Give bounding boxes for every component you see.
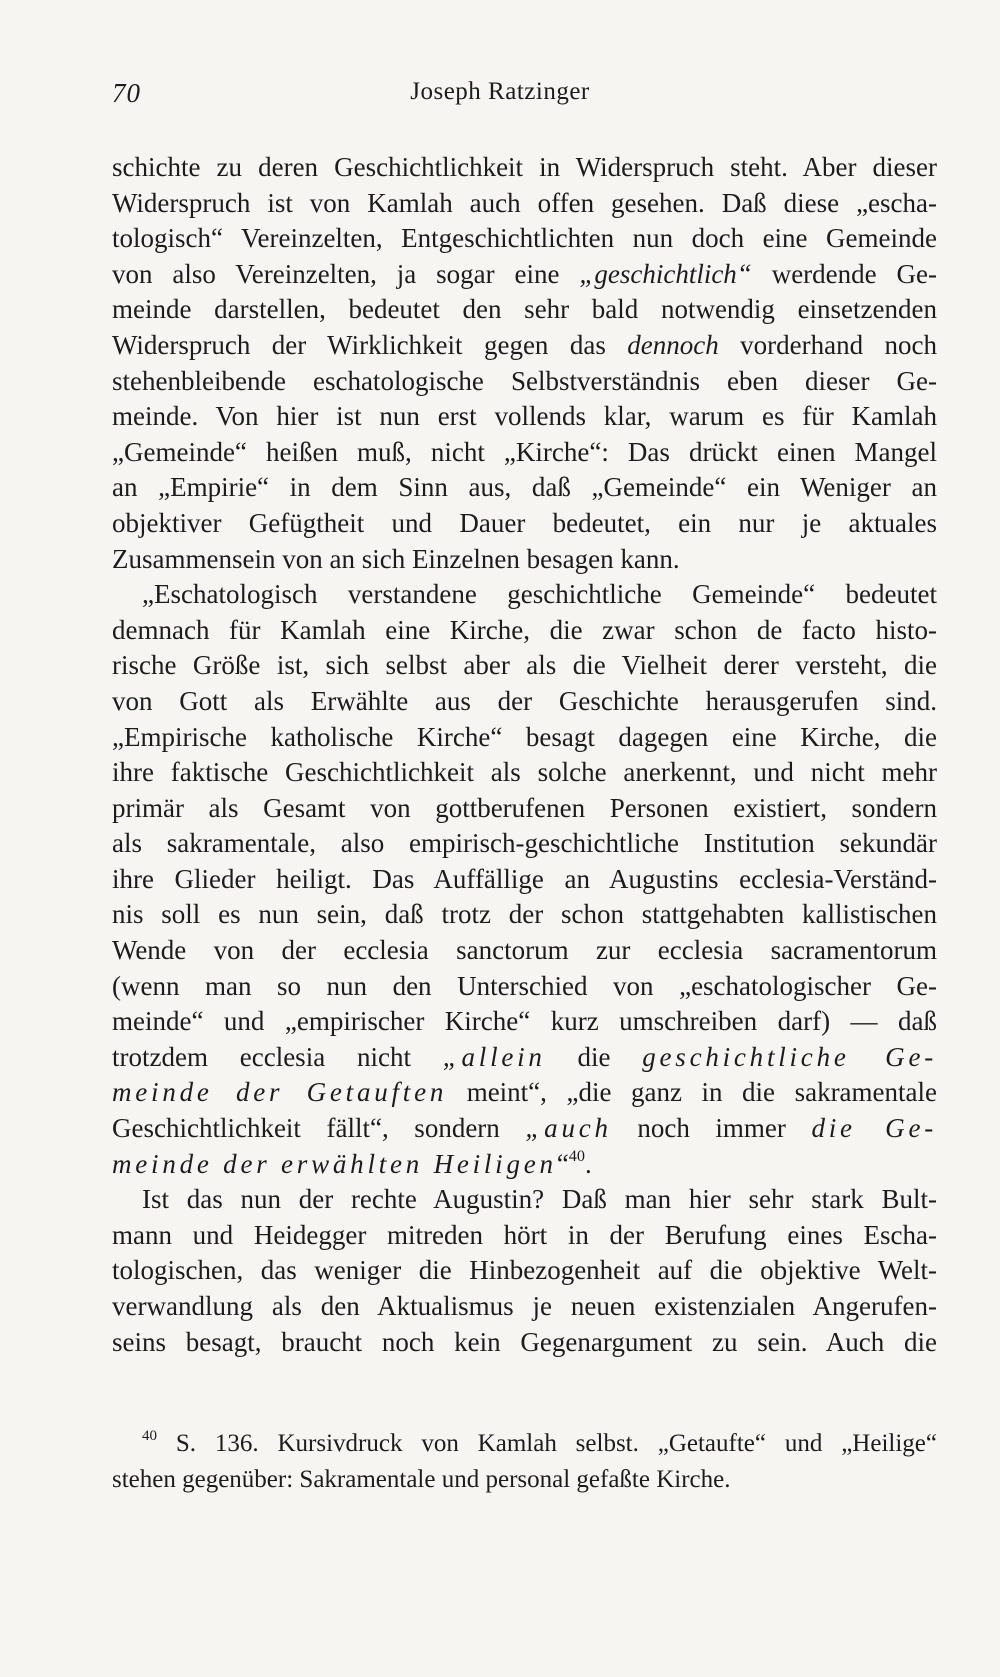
text-line: meinde. Von hier ist nun erst vollends klar, warum es für Kamlah [112, 401, 937, 432]
running-title: Joseph Ratzinger [410, 78, 590, 105]
spaced-italic-run: geschichtliche Ge- [642, 1041, 937, 1072]
text-line: seins besagt, braucht noch kein Gegenargument zu sein. Auch die [112, 1326, 937, 1357]
text-line: von Gott als Erwählte aus der Geschichte herausgerufen sind. [112, 685, 937, 716]
text-line [112, 1147, 937, 1183]
text-line: Wende von der ecclesia sanctorum zur ecclesia sacramentorum [112, 935, 937, 966]
text-line: Widerspruch ist von Kamlah auch offen gesehen. Daß diese „escha- [112, 187, 937, 218]
text-line: ihre faktische Geschichtlichkeit als solche anerkennt, und nicht mehr [112, 757, 937, 788]
text-run: meint“, „die ganz in die sakramentale [447, 1077, 938, 1108]
text-run: von also Vereinzelten, ja sogar eine [112, 258, 580, 289]
text-line [112, 257, 937, 293]
text-run: Widerspruch der Wirklichkeit gegen das [112, 329, 628, 360]
text-line: als sakramentale, also empirisch-geschichtliche Institution sekundär [112, 828, 937, 859]
text-run: die [545, 1041, 643, 1072]
text-run: “ [556, 1148, 569, 1179]
page-number: 70 [112, 78, 141, 108]
text-line: „Empirische katholische Kirche“ besagt dagegen eine Kirche, die [112, 721, 937, 752]
italic-run: „geschichtlich“ [579, 258, 752, 289]
text-line: mann und Heidegger mitreden hört in der Berufung eines Escha- [112, 1219, 937, 1250]
text-line: schichte zu deren Geschichtlichkeit in Widerspruch steht. Aber dieser [112, 152, 937, 182]
text-line: rische Größe ist, sich selbst aber als die Vielheit derer versteht, die [112, 650, 937, 681]
text-line: primär als Gesamt von gottberufenen Personen existiert, sondern [112, 792, 937, 823]
text-line: ihre Glieder heiligt. Das Auffällige an Augustins ecclesia-Verständ- [112, 863, 937, 894]
text-line [112, 1040, 937, 1076]
text-line [112, 221, 937, 257]
text-line: „Eschatologisch verstandene geschichtliche Gemeinde“ bedeutet [142, 579, 937, 610]
text-line: meinde darstellen, bedeutet den sehr bald notwendig einsetzenden [112, 294, 937, 325]
text-run: werdende Ge- [751, 258, 937, 289]
text-run: tologisch“ Vereinzelten, Entgeschichtlichten nun doch eine Gemeinde [112, 223, 937, 254]
text-run: Geschichtlichkeit fällt“, sondern [112, 1113, 526, 1144]
text-run: vorderhand noch [718, 329, 937, 360]
spaced-italic-run: „allein [442, 1041, 546, 1072]
text-line: (wenn man so nun den Unterschied von „eschatologischer Ge- [112, 970, 937, 1001]
text-line: objektiver Gefügtheit und Dauer bedeutet, ein nur je aktuales [112, 507, 937, 538]
text-line: verwandlung als den Aktualismus je neuen existenzialen Angerufen- [112, 1291, 937, 1321]
text-run: . [584, 1148, 592, 1179]
text-run: noch immer [611, 1113, 812, 1144]
text-line: an „Empirie“ in dem Sinn aus, daß „Gemeinde“ ein Weniger an [112, 472, 937, 503]
text-line: „Gemeinde“ heißen muß, nicht „Kirche“: Das drückt einen Mangel [112, 436, 937, 467]
text-line: nis soll es nun sein, daß trotz der schon stattgehabten kallistischen [112, 899, 937, 930]
footnote-line: stehen gegenüber: Sakramentale und personal gefaßte Kirche. [112, 1465, 731, 1493]
text-line: demnach für Kamlah eine Kirche, die zwar schon de facto histo- [112, 614, 937, 645]
italic-run: dennoch [627, 329, 719, 360]
text-line: Ist das nun der rechte Augustin? Daß man hier sehr stark Bult- [142, 1184, 937, 1215]
footnote-line [112, 1427, 937, 1463]
text-run: trotzdem ecclesia nicht [112, 1041, 443, 1072]
text-line [112, 1075, 937, 1111]
spaced-italic-run: meinde der Getauften [112, 1077, 448, 1108]
text-line [112, 1111, 937, 1147]
text-line: Zusammensein von an sich Einzelnen besagen kann. [112, 543, 680, 574]
text-line: tologischen, das weniger die Hinbezogenheit auf die objektive Welt- [112, 1255, 937, 1286]
spaced-italic-run: meinde der erwählten Heiligen [112, 1148, 557, 1179]
spaced-italic-run: „auch [525, 1113, 612, 1144]
body-text [112, 150, 937, 1360]
footnote-reference[interactable]: 40 [568, 1146, 585, 1165]
text-line: meinde“ und „empirischer Kirche“ kurz umschreiben darf) — daß [112, 1006, 937, 1037]
text-line: stehenbleibende eschatologische Selbstverständnis eben dieser Ge- [112, 365, 937, 396]
footnote [112, 1427, 937, 1498]
footnote-text: S. 136. Kursivdruck von Kamlah selbst. „Getaufte“ und „Heilige“ [157, 1430, 937, 1457]
running-head [0, 78, 1000, 114]
footnote-marker: 40 [142, 1427, 157, 1444]
spaced-italic-run: die Ge- [811, 1113, 937, 1144]
text-line [112, 328, 937, 364]
